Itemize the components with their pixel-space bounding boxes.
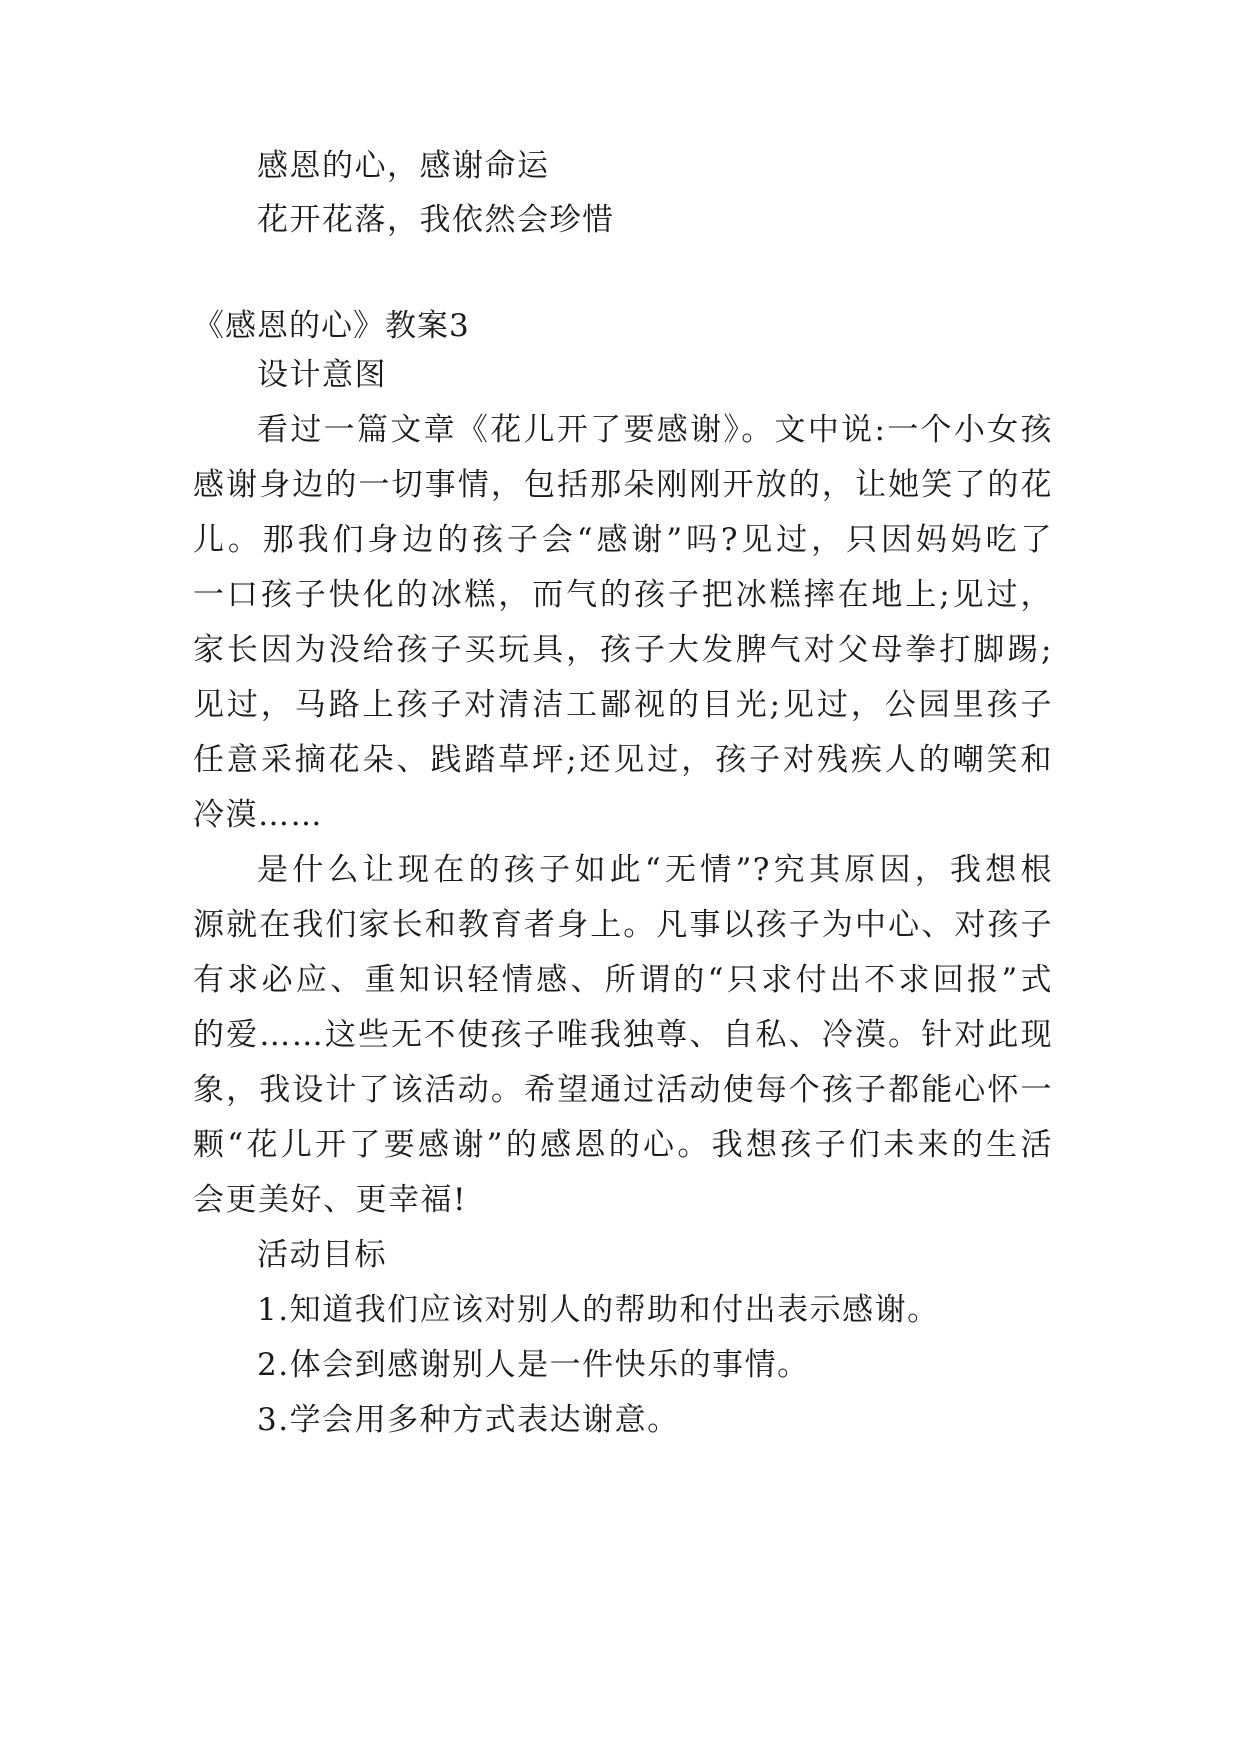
design-para2-line-3: 有求必应、重知识轻情感、所谓的“只求付出不求回报”式 <box>193 962 1053 998</box>
design-para1-line-6: 见过，马路上孩子对清洁工鄙视的目光;见过，公园里孩子 <box>193 687 1053 723</box>
design-para2-line-2: 源就在我们家长和教育者身上。凡事以孩子为中心、对孩子 <box>193 907 1053 943</box>
poem-line-1: 感恩的心，感谢命运 <box>257 148 550 184</box>
design-para2-line-6: 颗“花儿开了要感谢”的感恩的心。我想孩子们未来的生活 <box>193 1127 1053 1163</box>
design-heading: 设计意图 <box>257 357 387 393</box>
goals-heading: 活动目标 <box>257 1237 387 1273</box>
design-para1-line-7: 任意采摘花朵、践踏草坪;还见过，孩子对残疾人的嘲笑和 <box>193 742 1053 778</box>
design-para2-line-1: 是什么让现在的孩子如此“无情”?究其原因，我想根 <box>257 852 1053 888</box>
design-para2-line-7: 会更美好、更幸福! <box>193 1182 467 1218</box>
design-para1-line-4: 一口孩子快化的冰糕，而气的孩子把冰糕摔在地上;见过， <box>193 577 1053 613</box>
design-para1-line-8: 冷漠…… <box>193 797 323 833</box>
design-para2-line-4: 的爱……这些无不使孩子唯我独尊、自私、冷漠。针对此现 <box>193 1017 1053 1053</box>
goal-item-1: 1.知道我们应该对别人的帮助和付出表示感谢。 <box>257 1292 940 1328</box>
poem-line-2: 花开花落，我依然会珍惜 <box>257 202 615 238</box>
design-para1-line-1: 看过一篇文章《花儿开了要感谢》。文中说:一个小女孩 <box>257 412 1053 448</box>
section-title: 《感恩的心》教案3 <box>193 308 470 344</box>
design-para1-line-5: 家长因为没给孩子买玩具，孩子大发脾气对父母拳打脚踢; <box>193 632 1053 668</box>
goal-item-2: 2.体会到感谢别人是一件快乐的事情。 <box>257 1347 810 1383</box>
design-para2-line-5: 象，我设计了该活动。希望通过活动使每个孩子都能心怀一 <box>193 1072 1053 1108</box>
design-para1-line-3: 儿。那我们身边的孩子会“感谢”吗?见过，只因妈妈吃了 <box>193 522 1053 558</box>
goal-item-3: 3.学会用多种方式表达谢意。 <box>257 1402 680 1438</box>
design-para1-line-2: 感谢身边的一切事情，包括那朵刚刚开放的，让她笑了的花 <box>193 467 1053 503</box>
